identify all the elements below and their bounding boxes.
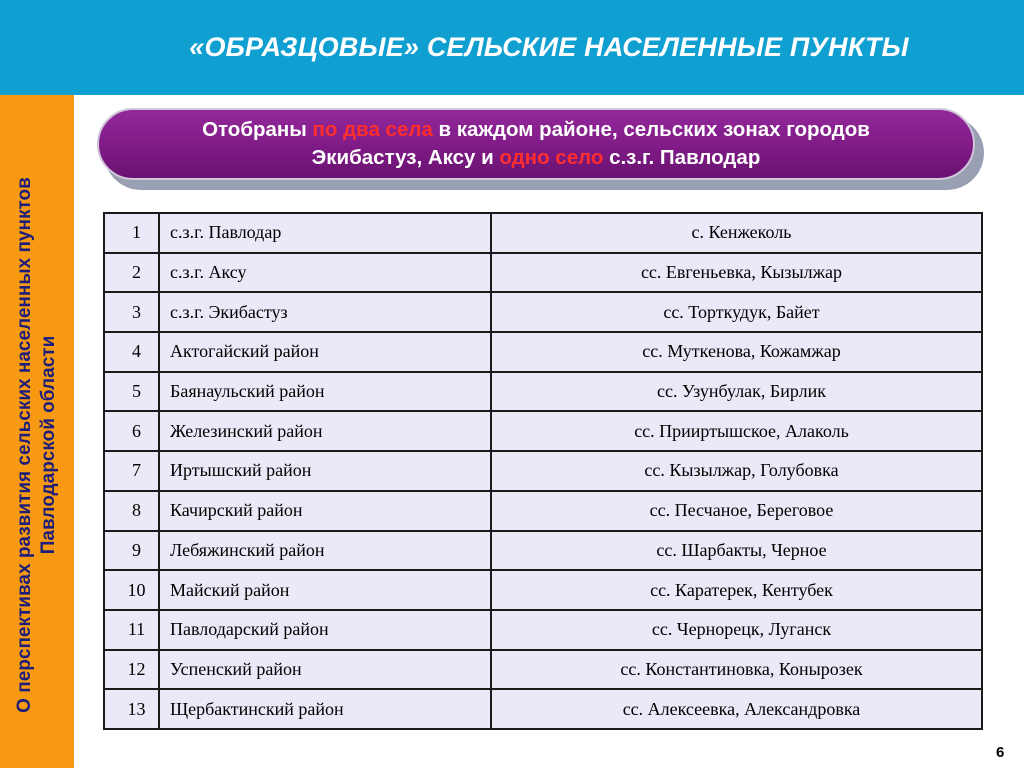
banner-text: Отобраны	[202, 118, 313, 141]
table-row	[104, 531, 982, 571]
villages-cell: сс. Песчаное, Береговое	[491, 491, 982, 531]
table-row	[104, 253, 982, 293]
table-row	[104, 570, 982, 610]
district-cell: Майский район	[159, 570, 491, 610]
district-cell: с.з.г. Аксу	[159, 253, 491, 293]
banner-text: с.з.г. Павлодар	[603, 146, 761, 169]
table-row	[104, 610, 982, 650]
banner-line-1	[202, 116, 870, 144]
banner-highlight: одно село	[499, 146, 604, 169]
villages-cell: сс. Кызылжар, Голубовка	[491, 451, 982, 491]
villages-cell: сс. Чернорецк, Луганск	[491, 610, 982, 650]
villages-cell: сс. Каратерек, Кентубек	[491, 570, 982, 610]
row-number-cell: 6	[104, 411, 159, 451]
district-cell: Иртышский район	[159, 451, 491, 491]
page-number: 6	[996, 744, 1005, 761]
table-row	[104, 332, 982, 372]
villages-table	[103, 212, 983, 730]
villages-cell: сс. Прииртышское, Алаколь	[491, 411, 982, 451]
villages-cell: сс. Торткудук, Байет	[491, 292, 982, 332]
row-number-cell: 2	[104, 253, 159, 293]
villages-table-body	[104, 213, 982, 729]
district-cell: Качирский район	[159, 491, 491, 531]
row-number-cell: 3	[104, 292, 159, 332]
row-number-cell: 8	[104, 491, 159, 531]
district-cell: с.з.г. Экибастуз	[159, 292, 491, 332]
villages-cell: сс. Евгеньевка, Кызылжар	[491, 253, 982, 293]
district-cell: Щербактинский район	[159, 689, 491, 729]
row-number-cell: 12	[104, 650, 159, 690]
villages-cell: сс. Шарбакты, Черное	[491, 531, 982, 571]
sidebar-caption-line2: Павлодарской области	[38, 335, 59, 555]
table-row	[104, 213, 982, 253]
banner-text: Экибастуз, Аксу и	[311, 146, 500, 169]
table-row	[104, 689, 982, 729]
banner-text: в каждом районе, сельских зонах городов	[432, 118, 870, 141]
row-number-cell: 13	[104, 689, 159, 729]
table-row	[104, 650, 982, 690]
table-row	[104, 491, 982, 531]
villages-cell: сс. Узунбулак, Бирлик	[491, 372, 982, 412]
villages-cell: с. Кенжеколь	[491, 213, 982, 253]
row-number-cell: 5	[104, 372, 159, 412]
row-number-cell: 4	[104, 332, 159, 372]
row-number-cell: 9	[104, 531, 159, 571]
district-cell: Лебяжинский район	[159, 531, 491, 571]
info-banner	[97, 108, 975, 180]
villages-cell: сс. Муткенова, Кожамжар	[491, 332, 982, 372]
district-cell: Баянаульский район	[159, 372, 491, 412]
row-number-cell: 7	[104, 451, 159, 491]
slide-title: «ОБРАЗЦОВЫЕ» СЕЛЬСКИЕ НАСЕЛЕННЫЕ ПУНКТЫ	[189, 32, 909, 62]
row-number-cell: 10	[104, 570, 159, 610]
banner-highlight: по два села	[312, 118, 433, 141]
district-cell: Успенский район	[159, 650, 491, 690]
banner-line-2	[312, 144, 761, 172]
table-row	[104, 451, 982, 491]
sidebar-caption	[13, 165, 61, 725]
district-cell: Павлодарский район	[159, 610, 491, 650]
table-row	[104, 292, 982, 332]
row-number-cell: 1	[104, 213, 159, 253]
district-cell: Железинский район	[159, 411, 491, 451]
villages-cell: сс. Константиновка, Конырозек	[491, 650, 982, 690]
table-row	[104, 372, 982, 412]
row-number-cell: 11	[104, 610, 159, 650]
district-cell: с.з.г. Павлодар	[159, 213, 491, 253]
sidebar-caption-line1: О перспективах развития сельских населенных пунктов	[14, 177, 35, 713]
villages-cell: сс. Алексеевка, Александровка	[491, 689, 982, 729]
table-row	[104, 411, 982, 451]
district-cell: Актогайский район	[159, 332, 491, 372]
